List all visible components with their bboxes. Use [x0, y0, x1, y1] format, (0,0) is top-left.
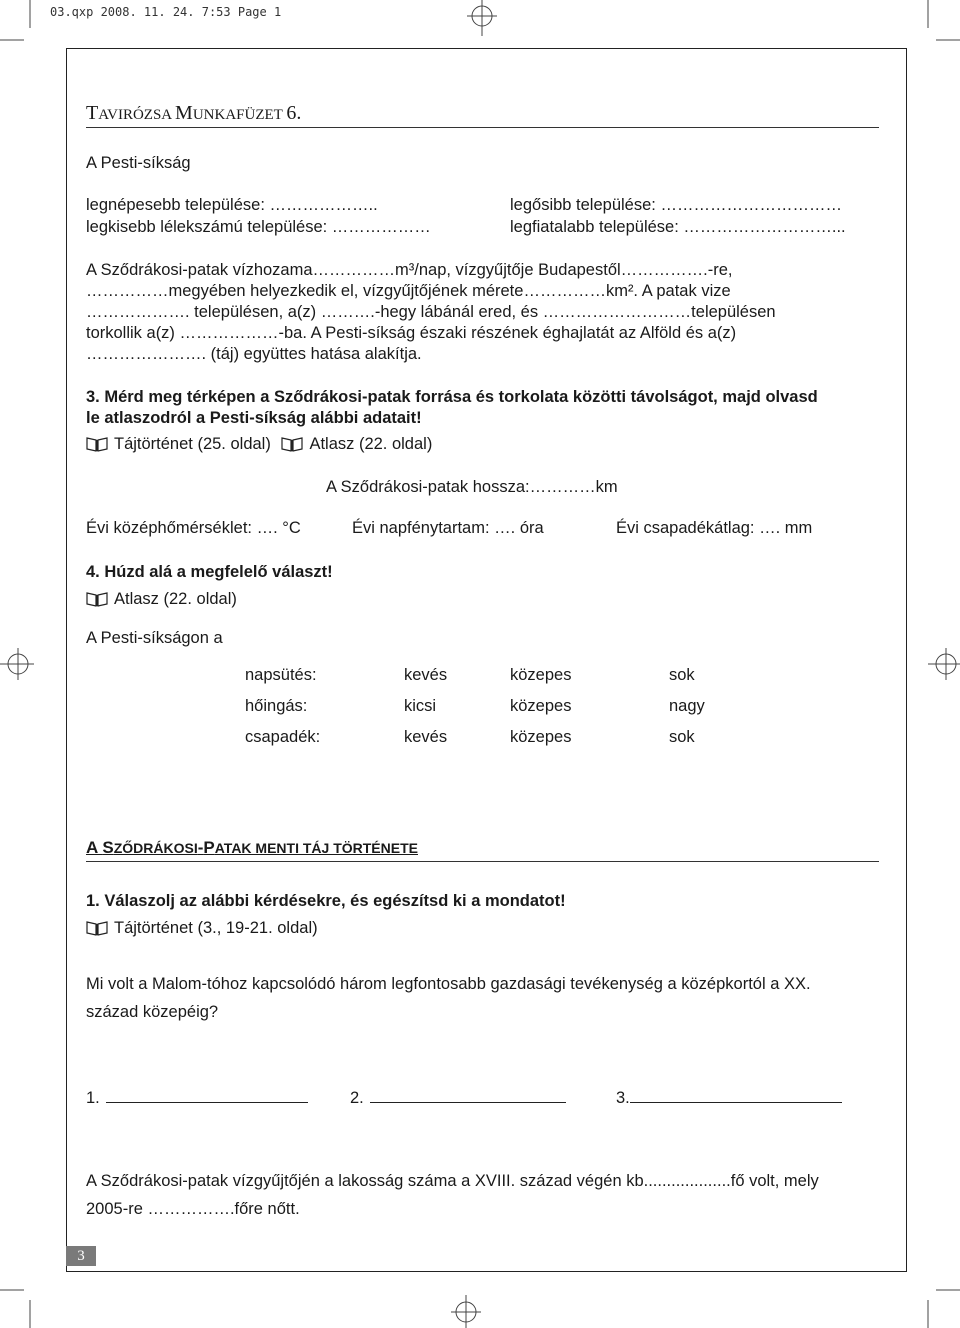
q2-line-5: …………………. (táj) együttes hatása alakítja. — [86, 345, 422, 363]
q3-title-1: 3. Mérd meg térképen a Sződrákosi-patak forrása és torkolata közötti távolságot, majd olvasd — [86, 388, 818, 406]
q3-precipitation: Évi csapadékátlag: …. mm — [616, 519, 813, 537]
s2q1-question-1: Mi volt a Malom-tóhoz kapcsolódó három legfontosabb gazdasági tevékenység a középkortól a XX. — [86, 975, 811, 993]
q1-least-populous: legkisebb lélekszámú települése: ……………… — [86, 218, 431, 236]
s2q1-title: 1. Válaszolj az alábbi kérdésekre, és egészítsd ki a mondatot! — [86, 892, 566, 910]
q2-line-3: ………………. településen, a(z) ……….-hegy lábánál ered, és ………………………településen — [86, 303, 776, 321]
book-icon — [281, 436, 303, 452]
q4-reference: Atlasz (22. oldal) — [86, 589, 237, 609]
answer-2[interactable]: 2. — [350, 1088, 566, 1108]
title-rule — [86, 127, 879, 128]
book-icon — [86, 436, 108, 452]
answer-3[interactable]: 3. — [616, 1088, 842, 1108]
s2q1-sentence-1: A Sződrákosi-patak vízgyűjtőjén a lakosság száma a XVIII. század végén kb...................fő volt, mely — [86, 1172, 819, 1190]
q4-option[interactable]: nagy — [669, 697, 705, 715]
q4-title: 4. Húzd alá a megfelelő választ! — [86, 563, 333, 581]
q3-ref-atlasz: Atlasz (22. oldal) — [309, 435, 433, 453]
q4-intro: A Pesti-síkságon a — [86, 629, 223, 647]
q3-sunshine: Évi napfénytartam: …. óra — [352, 519, 544, 537]
q2-line-2: ……………megyében helyezkedik el, vízgyűjtőjének mérete……………km². A patak vize — [86, 282, 731, 300]
q1-youngest: legfiatalabb települése: ………………………... — [510, 218, 846, 236]
q3-avg-temp: Évi középhőmérséklet: …. °C — [86, 519, 301, 537]
s2q1-sentence-2: 2005-re …………….főre nőtt. — [86, 1200, 300, 1218]
q4-row-label: csapadék: — [245, 728, 321, 746]
q2-line-1: A Sződrákosi-patak vízhozama……………m³/nap, vízgyűjtője Budapestől…………….-re, — [86, 261, 733, 279]
q1-oldest: legősibb települése: …………………………… — [510, 196, 842, 214]
section2-rule — [86, 861, 879, 862]
section1-heading: A Pesti-síkság — [86, 154, 191, 172]
q4-option[interactable]: kevés — [404, 666, 448, 684]
s2q1-reference: Tájtörténet (3., 19-21. oldal) — [86, 918, 318, 938]
q3-title-2: le atlaszodról a Pesti-síkság alábbi adatait! — [86, 409, 422, 427]
s2q1-question-2: század közepéig? — [86, 1003, 219, 1021]
q2-line-4: torkollik a(z) ………………-ba. A Pesti-síkság északi részének éghajlatát az Alföld és a(z) — [86, 324, 737, 342]
q4-row-label: napsütés: — [245, 666, 317, 684]
page-number: 3 — [66, 1246, 96, 1266]
q1-most-populous: legnépesebb települése: ……………….. — [86, 196, 378, 214]
book-icon — [86, 920, 108, 936]
q3-stream-length: A Sződrákosi-patak hossza:…………km — [326, 478, 618, 496]
q4-option[interactable]: kevés — [404, 728, 448, 746]
q4-option[interactable]: közepes — [510, 728, 572, 746]
workbook-title: TAVIRÓZSA MUNKAFÜZET 6. — [86, 102, 302, 124]
q4-option[interactable]: közepes — [510, 666, 572, 684]
answer-1[interactable]: 1. — [86, 1088, 308, 1108]
q4-option[interactable]: közepes — [510, 697, 572, 715]
q4-option[interactable]: kicsi — [404, 697, 437, 715]
book-icon — [86, 591, 108, 607]
q4-row-label: hőingás: — [245, 697, 308, 715]
print-slug: 03.qxp 2008. 11. 24. 7:53 Page 1 — [50, 5, 282, 19]
section2-heading: A SZŐDRÁKOSI-PATAK MENTI TÁJ TÖRTÉNETE — [86, 838, 418, 857]
q3-references — [86, 434, 432, 454]
q4-option[interactable]: sok — [669, 728, 695, 746]
q4-option[interactable]: sok — [669, 666, 695, 684]
q3-ref-tajtortenet: Tájtörténet (25. oldal) — [114, 435, 271, 453]
